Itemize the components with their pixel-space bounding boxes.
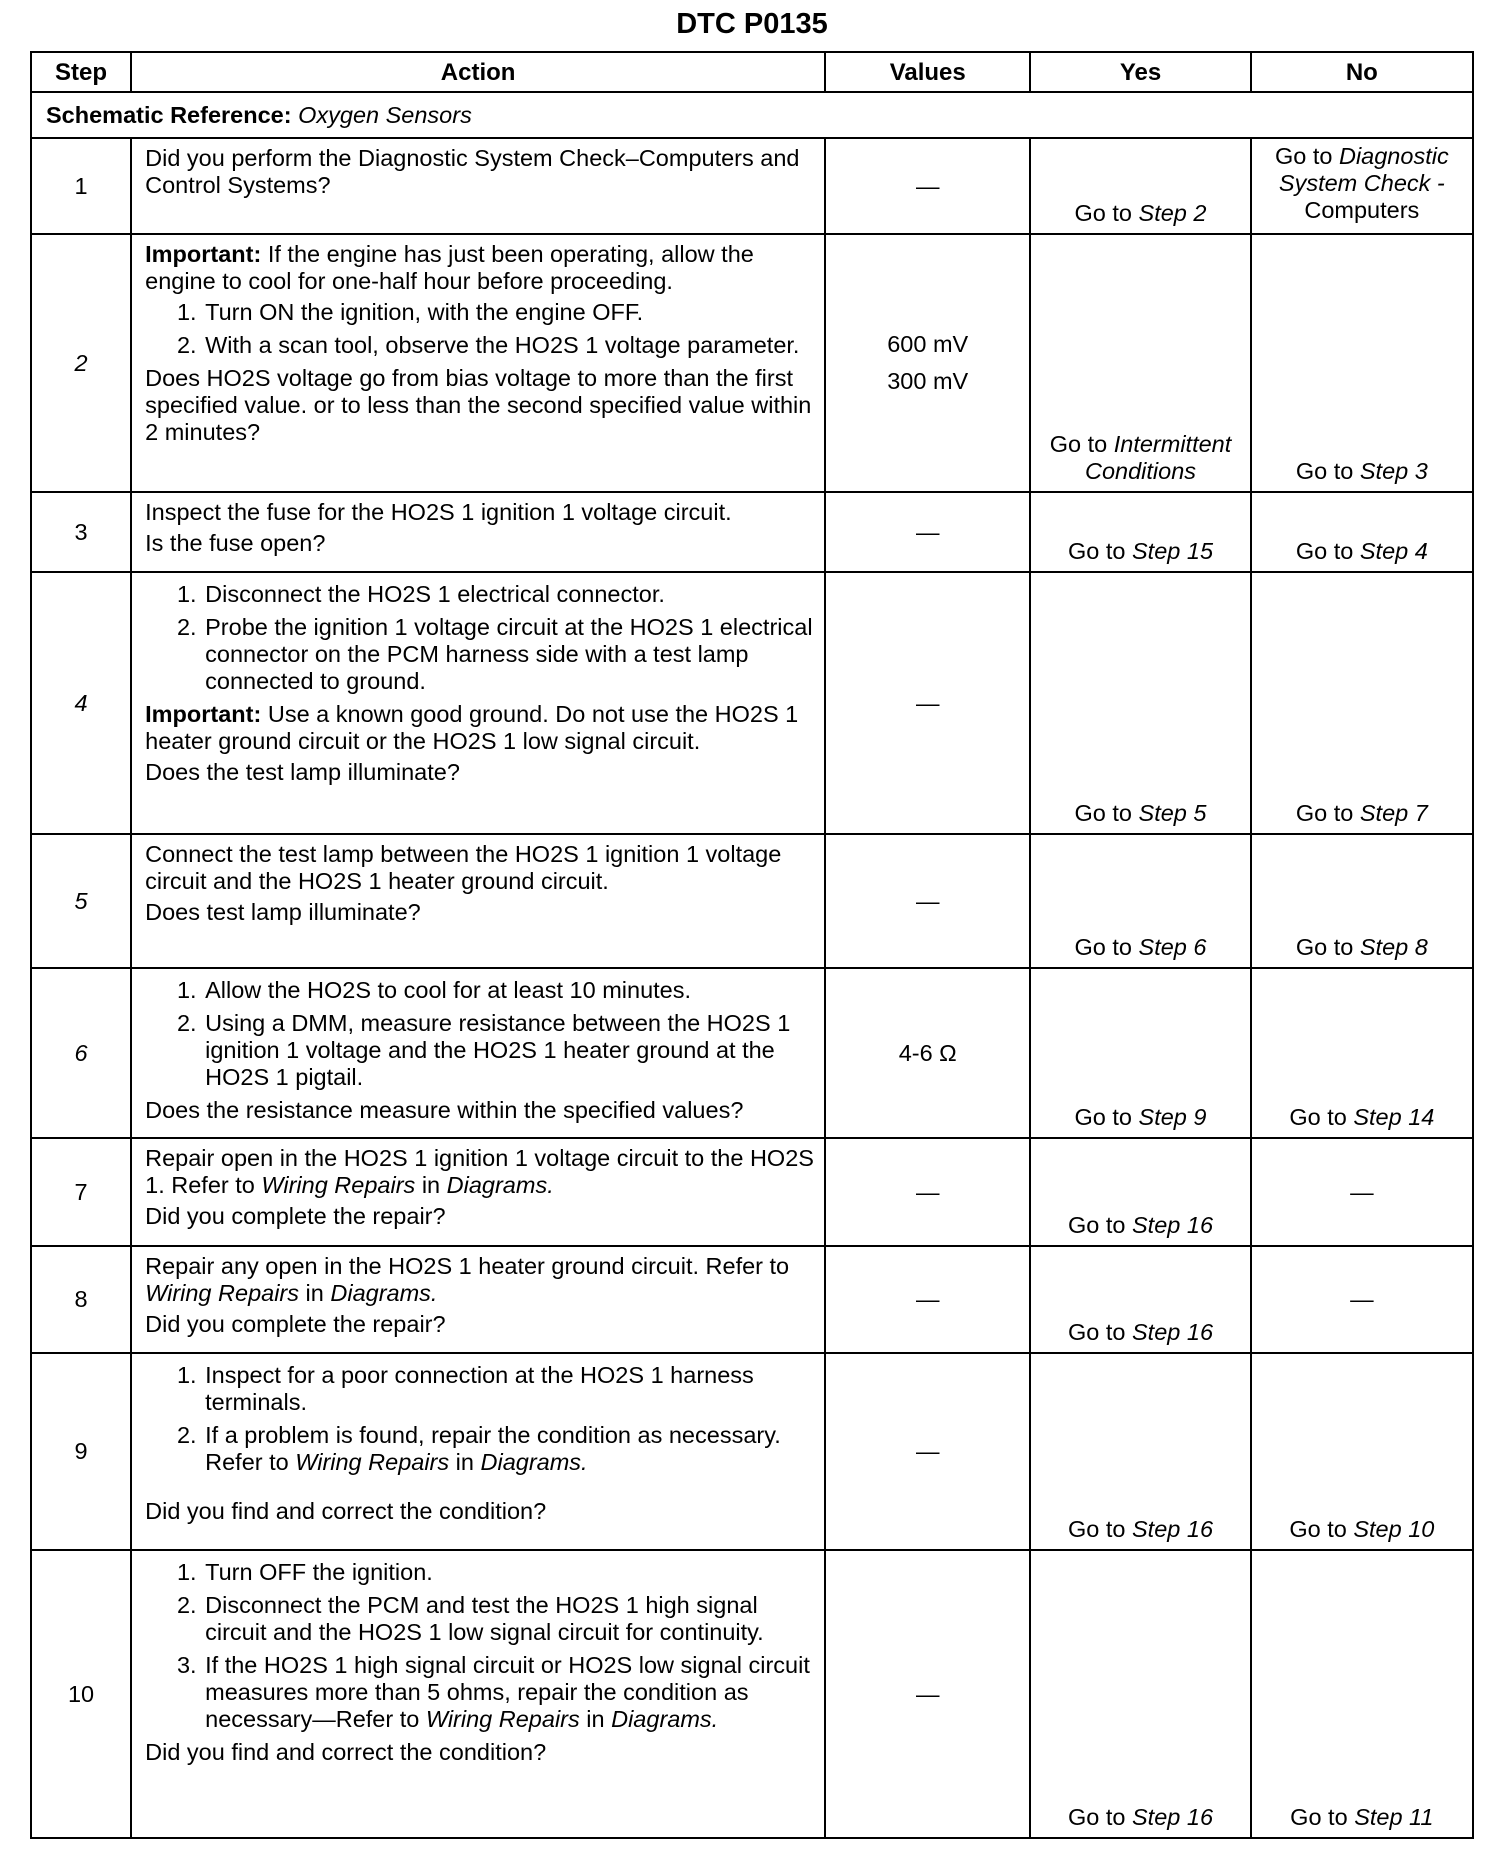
in-word: in (586, 1706, 605, 1732)
list-item: 2. Probe the ignition 1 voltage circuit at the HO2S 1 electrical connector on the PCM harness side with a test lamp connected to ground. (203, 614, 814, 695)
no-target: Step 10 (1353, 1516, 1435, 1542)
go-to-label: Go to (1295, 800, 1354, 826)
action-cell (131, 1550, 825, 1838)
values-cell: — (825, 1138, 1030, 1246)
yes-target: Step 16 (1132, 1804, 1214, 1830)
wiring-repairs-ref: Wiring Repairs (425, 1706, 580, 1732)
question-text: Does test lamp illuminate? (145, 899, 421, 925)
no-cell (1251, 234, 1473, 492)
in-word: in (305, 1280, 324, 1306)
table-row (31, 1138, 1473, 1246)
action-text: Did you perform the Diagnostic System Check–Computers and Control Systems? (145, 145, 800, 198)
values-cell: — (825, 572, 1030, 834)
list-item: 2. Disconnect the PCM and test the HO2S 1 high signal circuit and the HO2S 1 low signal circuit for continuity. (203, 1592, 814, 1646)
go-to-label: Go to (1289, 1516, 1347, 1542)
action-text (145, 1253, 814, 1307)
yes-cell (1030, 834, 1250, 968)
procedure-list (145, 977, 814, 1091)
important-text: Use a known good ground. Do not use the HO2S 1 heater ground circuit or the HO2S 1 low signal circuit. (145, 701, 799, 754)
step-number: 4 (31, 572, 131, 834)
no-target-extra: Computers (1304, 197, 1420, 223)
action-text: Connect the test lamp between the HO2S 1 ignition 1 voltage circuit and the HO2S 1 heater ground circuit. (145, 841, 782, 894)
step-number: 2 (31, 234, 131, 492)
question-text: Did you complete the repair? (145, 1203, 446, 1229)
schematic-label: Schematic Reference: (46, 101, 292, 128)
header-action: Action (131, 52, 825, 92)
list-item: 1. Disconnect the HO2S 1 electrical connector. (203, 581, 814, 608)
no-target: Step 14 (1353, 1104, 1435, 1130)
important-text: If the engine has just been operating, allow the engine to cool for one-half hour before proceeding. (145, 241, 754, 294)
question-text: Does the test lamp illuminate? (145, 759, 460, 785)
yes-target: Step 2 (1138, 200, 1207, 226)
action-cell (131, 1353, 825, 1550)
no-cell (1251, 138, 1473, 234)
yes-target: Step 5 (1138, 800, 1207, 826)
action-cell (131, 492, 825, 572)
action-text (145, 1145, 814, 1199)
list-item: 1. Allow the HO2S to cool for at least 10 minutes. (203, 977, 814, 1004)
values-cell (825, 234, 1030, 492)
list-item: 1. Turn ON the ignition, with the engine OFF. (203, 299, 814, 326)
yes-target: Step 9 (1138, 1104, 1207, 1130)
go-to-label: Go to (1074, 800, 1132, 826)
action-cell (131, 234, 825, 492)
yes-cell (1030, 968, 1250, 1138)
list-item: 1. Turn OFF the ignition. (203, 1559, 814, 1586)
go-to-label: Go to (1067, 1516, 1126, 1542)
header-step: Step (31, 52, 131, 92)
go-to-label: Go to (1067, 1319, 1126, 1345)
no-cell: — (1251, 1246, 1473, 1353)
header-values: Values (825, 52, 1030, 92)
step-number: 1 (31, 138, 131, 234)
yes-target: Step 6 (1138, 934, 1207, 960)
go-to-label: Go to (1295, 538, 1354, 564)
value-low: 300 mV (887, 368, 969, 394)
step-number: 7 (31, 1138, 131, 1246)
go-to-label: Go to (1074, 1104, 1132, 1130)
value-high: 600 mV (887, 331, 969, 357)
go-to-label: Go to (1290, 1804, 1348, 1830)
no-cell (1251, 572, 1473, 834)
values-cell: — (825, 1550, 1030, 1838)
question-text: Does the resistance measure within the specified values? (145, 1097, 744, 1123)
yes-cell (1030, 572, 1250, 834)
action-cell (131, 1138, 825, 1246)
table-row (31, 1246, 1473, 1353)
yes-cell (1030, 492, 1250, 572)
step-number: 9 (31, 1353, 131, 1550)
values-cell: — (825, 492, 1030, 572)
go-to-label: Go to (1289, 1104, 1347, 1130)
yes-target: Intermittent Conditions (1084, 431, 1232, 484)
yes-target: Step 15 (1132, 538, 1214, 564)
go-to-label: Go to (1067, 1212, 1126, 1238)
diagrams-ref: Diagrams. (480, 1449, 588, 1475)
question-text: Did you complete the repair? (145, 1311, 446, 1337)
table-row (31, 968, 1473, 1138)
no-cell (1251, 492, 1473, 572)
schematic-value: Oxygen Sensors (298, 101, 472, 128)
yes-cell (1030, 138, 1250, 234)
table-row (31, 234, 1473, 492)
list-item: 2. With a scan tool, observe the HO2S 1 voltage parameter. (203, 332, 814, 359)
no-target: Step 7 (1359, 800, 1428, 826)
go-to-label: Go to (1295, 458, 1354, 484)
procedure-list (145, 581, 814, 695)
table-row (31, 834, 1473, 968)
step-number: 5 (31, 834, 131, 968)
procedure-list (145, 299, 814, 359)
table-row (31, 1353, 1473, 1550)
no-target: Diagnostic System Check - (1278, 143, 1449, 196)
step-number: 6 (31, 968, 131, 1138)
no-target: Step 11 (1354, 1804, 1434, 1830)
table-header-row (31, 52, 1473, 92)
go-to-label: Go to (1049, 431, 1108, 457)
values-cell: — (825, 1246, 1030, 1353)
action-cell (131, 968, 825, 1138)
go-to-label: Go to (1067, 1804, 1126, 1830)
list-item: 1. Inspect for a poor connection at the HO2S 1 harness terminals. (203, 1362, 814, 1416)
no-cell (1251, 834, 1473, 968)
schematic-reference-row (31, 92, 1473, 138)
table-row (31, 138, 1473, 234)
page-title: DTC P0135 (676, 8, 828, 40)
question-text: Does HO2S voltage go from bias voltage to more than the first specified value. or to less than the second specified value within 2 minutes? (145, 365, 812, 445)
list-item (203, 1652, 814, 1733)
important-note (145, 241, 814, 295)
go-to-label: Go to (1274, 143, 1333, 169)
action-cell (131, 1246, 825, 1353)
yes-cell (1030, 1353, 1250, 1550)
procedure-list (145, 1362, 814, 1476)
yes-cell (1030, 1138, 1250, 1246)
values-cell: — (825, 1353, 1030, 1550)
no-cell: — (1251, 1138, 1473, 1246)
no-target: Step 8 (1359, 934, 1428, 960)
wiring-repairs-ref: Wiring Repairs (261, 1172, 416, 1198)
header-yes: Yes (1030, 52, 1250, 92)
important-label: Important: (145, 701, 262, 727)
question-text: Did you find and correct the condition? (145, 1739, 547, 1765)
diagrams-ref: Diagrams. (330, 1280, 438, 1306)
go-to-label: Go to (1067, 538, 1126, 564)
list-item (203, 1422, 814, 1476)
question-text: Did you find and correct the condition? (145, 1498, 547, 1524)
table-row (31, 1550, 1473, 1838)
question-text: Is the fuse open? (145, 530, 326, 556)
diagrams-ref: Diagrams. (611, 1706, 719, 1732)
action-text-pre: Repair any open in the HO2S 1 heater ground circuit. Refer to (145, 1253, 790, 1279)
yes-target: Step 16 (1132, 1319, 1214, 1345)
list-item: 2. Using a DMM, measure resistance between the HO2S 1 ignition 1 voltage and the HO2S 1 heater ground at the HO2S 1 pigtail. (203, 1010, 814, 1091)
action-cell (131, 572, 825, 834)
wiring-repairs-ref: Wiring Repairs (145, 1280, 300, 1306)
go-to-label: Go to (1295, 934, 1354, 960)
action-cell (131, 138, 825, 234)
in-word: in (421, 1172, 441, 1198)
diagnostic-table (30, 51, 1474, 1839)
important-note (145, 701, 814, 755)
in-word: in (455, 1449, 474, 1475)
no-cell (1251, 968, 1473, 1138)
no-target: Step 3 (1359, 458, 1428, 484)
table-row (31, 492, 1473, 572)
table-row (31, 572, 1473, 834)
yes-cell (1030, 1246, 1250, 1353)
list-item-text: If a problem is found, repair the condition as necessary. Refer to (205, 1422, 781, 1475)
yes-target: Step 16 (1132, 1212, 1214, 1238)
action-text: Inspect the fuse for the HO2S 1 ignition 1 voltage circuit. (145, 499, 732, 525)
values-cell: — (825, 834, 1030, 968)
yes-cell (1030, 234, 1250, 492)
action-cell (131, 834, 825, 968)
important-label: Important: (145, 241, 262, 267)
header-no: No (1251, 52, 1473, 92)
go-to-label: Go to (1074, 200, 1132, 226)
diagrams-ref: Diagrams. (446, 1172, 554, 1198)
step-number: 10 (31, 1550, 131, 1838)
step-number: 8 (31, 1246, 131, 1353)
yes-cell (1030, 1550, 1250, 1838)
values-cell: — (825, 138, 1030, 234)
go-to-label: Go to (1074, 934, 1132, 960)
no-cell (1251, 1550, 1473, 1838)
action-text-pre: Repair open in the HO2S 1 ignition 1 voltage circuit to the HO2S 1. Refer to (145, 1145, 814, 1198)
list-item-text: If the HO2S 1 high signal circuit or HO2S low signal circuit measures more than 5 ohms, repair the condition as necessary—Refer to (205, 1652, 810, 1732)
procedure-list (145, 1559, 814, 1733)
no-target: Step 4 (1359, 538, 1428, 564)
yes-target: Step 16 (1132, 1516, 1214, 1542)
wiring-repairs-ref: Wiring Repairs (295, 1449, 450, 1475)
values-cell: 4-6 Ω (825, 968, 1030, 1138)
step-number: 3 (31, 492, 131, 572)
no-cell (1251, 1353, 1473, 1550)
